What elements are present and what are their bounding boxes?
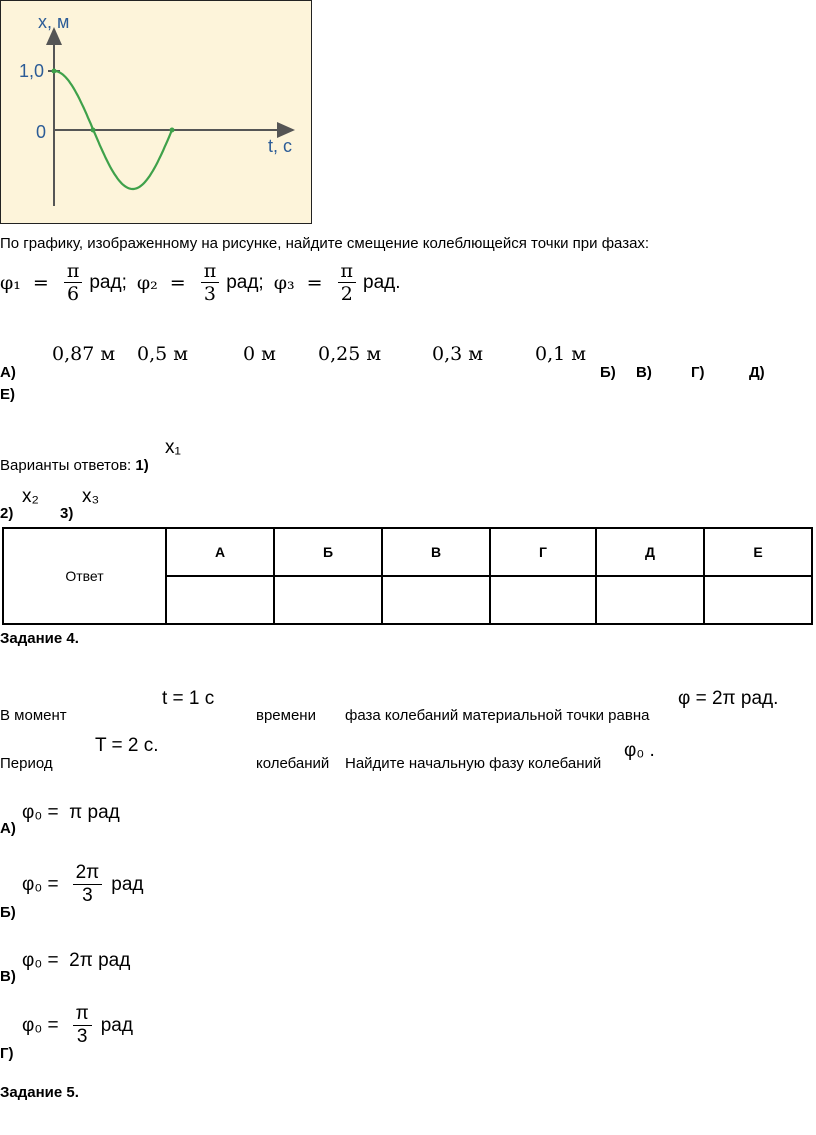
- answer-cell-b[interactable]: [274, 576, 382, 624]
- answer-cell-g[interactable]: [490, 576, 596, 624]
- option-value-4: 0,25 м: [318, 343, 382, 365]
- variant-x1: x₁: [165, 437, 181, 458]
- phi-expression: φ = 2π рад.: [678, 688, 779, 709]
- variants-label: Варианты ответов: 1): [0, 457, 149, 474]
- tick-label-one: 1,0: [19, 61, 45, 81]
- equals-sign: =: [32, 271, 49, 294]
- option-label-a: А): [0, 364, 16, 381]
- fraction-pi-2: $\frac{\pi}{2}$: [338, 260, 357, 305]
- graph-figure: [0, 0, 312, 224]
- option-value-3: 0 м: [243, 343, 276, 365]
- oscillation-graph: [1, 1, 313, 225]
- find-text: Найдите начальную фазу колебаний: [345, 755, 602, 772]
- header-d: Д: [596, 528, 704, 576]
- option-value-1: 0,87 м: [52, 343, 116, 365]
- phase-text: фаза колебаний материальной точки равна: [345, 707, 650, 724]
- answer-cell-d[interactable]: [596, 576, 704, 624]
- equals-sign: =: [169, 271, 186, 294]
- answer-table: [2, 527, 813, 625]
- task4-option-b: Б): [0, 904, 16, 921]
- phi0-symbol: φ₀ .: [624, 740, 655, 761]
- x-axis-label: t, с: [268, 136, 293, 156]
- option-label-v: В): [636, 364, 652, 381]
- oscillations-text: колебаний: [256, 755, 330, 772]
- variant-x3: x₃: [82, 486, 100, 507]
- option-value-5: 0,3 м: [432, 343, 484, 365]
- header-b: Б: [274, 528, 382, 576]
- time-text: времени: [256, 707, 316, 724]
- option-label-b: Б): [600, 364, 616, 381]
- answer-cell-v[interactable]: [382, 576, 490, 624]
- option-label-g: Г): [691, 364, 705, 381]
- y-axis-label: x, м: [38, 12, 70, 32]
- header-e: Е: [704, 528, 812, 576]
- header-g: Г: [490, 528, 596, 576]
- variant-label-3: 3): [60, 505, 74, 522]
- task4-option-g: Г): [0, 1045, 14, 1062]
- header-a: А: [166, 528, 274, 576]
- answer-v-formula: φ₀ = 2π рад: [22, 950, 131, 971]
- tick-label-zero: 0: [36, 122, 47, 142]
- option-label-d: Д): [749, 364, 765, 381]
- answer-cell-e[interactable]: [704, 576, 812, 624]
- fraction-pi-3: $\frac{\pi}{3}$: [201, 260, 220, 305]
- variant-label-2: 2): [0, 505, 14, 522]
- curve-start-point: [52, 69, 57, 74]
- answer-b-formula: φ₀ = $\frac{2\pi}{3}$ рад: [22, 862, 144, 906]
- answer-a-formula: φ₀ = π рад: [22, 802, 120, 823]
- curve-zero-point: [91, 128, 96, 133]
- moment-text: В момент: [0, 707, 67, 724]
- option-value-2: 0,5 м: [137, 343, 189, 365]
- equals-sign: =: [306, 271, 323, 294]
- answer-label-cell: Ответ: [3, 528, 166, 624]
- fraction-pi-6: $\frac{\pi}{6}$: [64, 260, 83, 305]
- option-value-6: 0,1 м: [535, 343, 587, 365]
- rad-unit-3: рад.: [363, 271, 401, 293]
- answer-g-formula: φ₀ = $\frac{\pi}{3}$ рад: [22, 1003, 133, 1047]
- task3-question: По графику, изображенному на рисунке, найдите смещение колеблющейся точки при фазах:: [0, 235, 650, 252]
- task4-option-v: В): [0, 968, 16, 985]
- T-expression: T = 2 с.: [95, 735, 159, 756]
- rad-unit-2: рад;: [226, 271, 264, 293]
- task4-option-a: А): [0, 820, 16, 837]
- phi1-symbol: φ₁: [0, 271, 21, 294]
- rad-unit-1: рад;: [89, 271, 127, 293]
- variant-x2: x₂: [22, 486, 39, 507]
- t-expression: t = 1 с: [162, 688, 215, 709]
- header-v: В: [382, 528, 490, 576]
- answer-cell-a[interactable]: [166, 576, 274, 624]
- task5-title: Задание 5.: [0, 1084, 79, 1101]
- period-text: Период: [0, 755, 53, 772]
- option-label-e: Е): [0, 386, 15, 403]
- task4-title: Задание 4.: [0, 630, 79, 647]
- phi3-symbol: φ₃: [273, 271, 295, 294]
- phases-formula: [0, 260, 401, 305]
- curve-end-point: [170, 128, 175, 133]
- phi2-symbol: φ₂: [136, 271, 158, 294]
